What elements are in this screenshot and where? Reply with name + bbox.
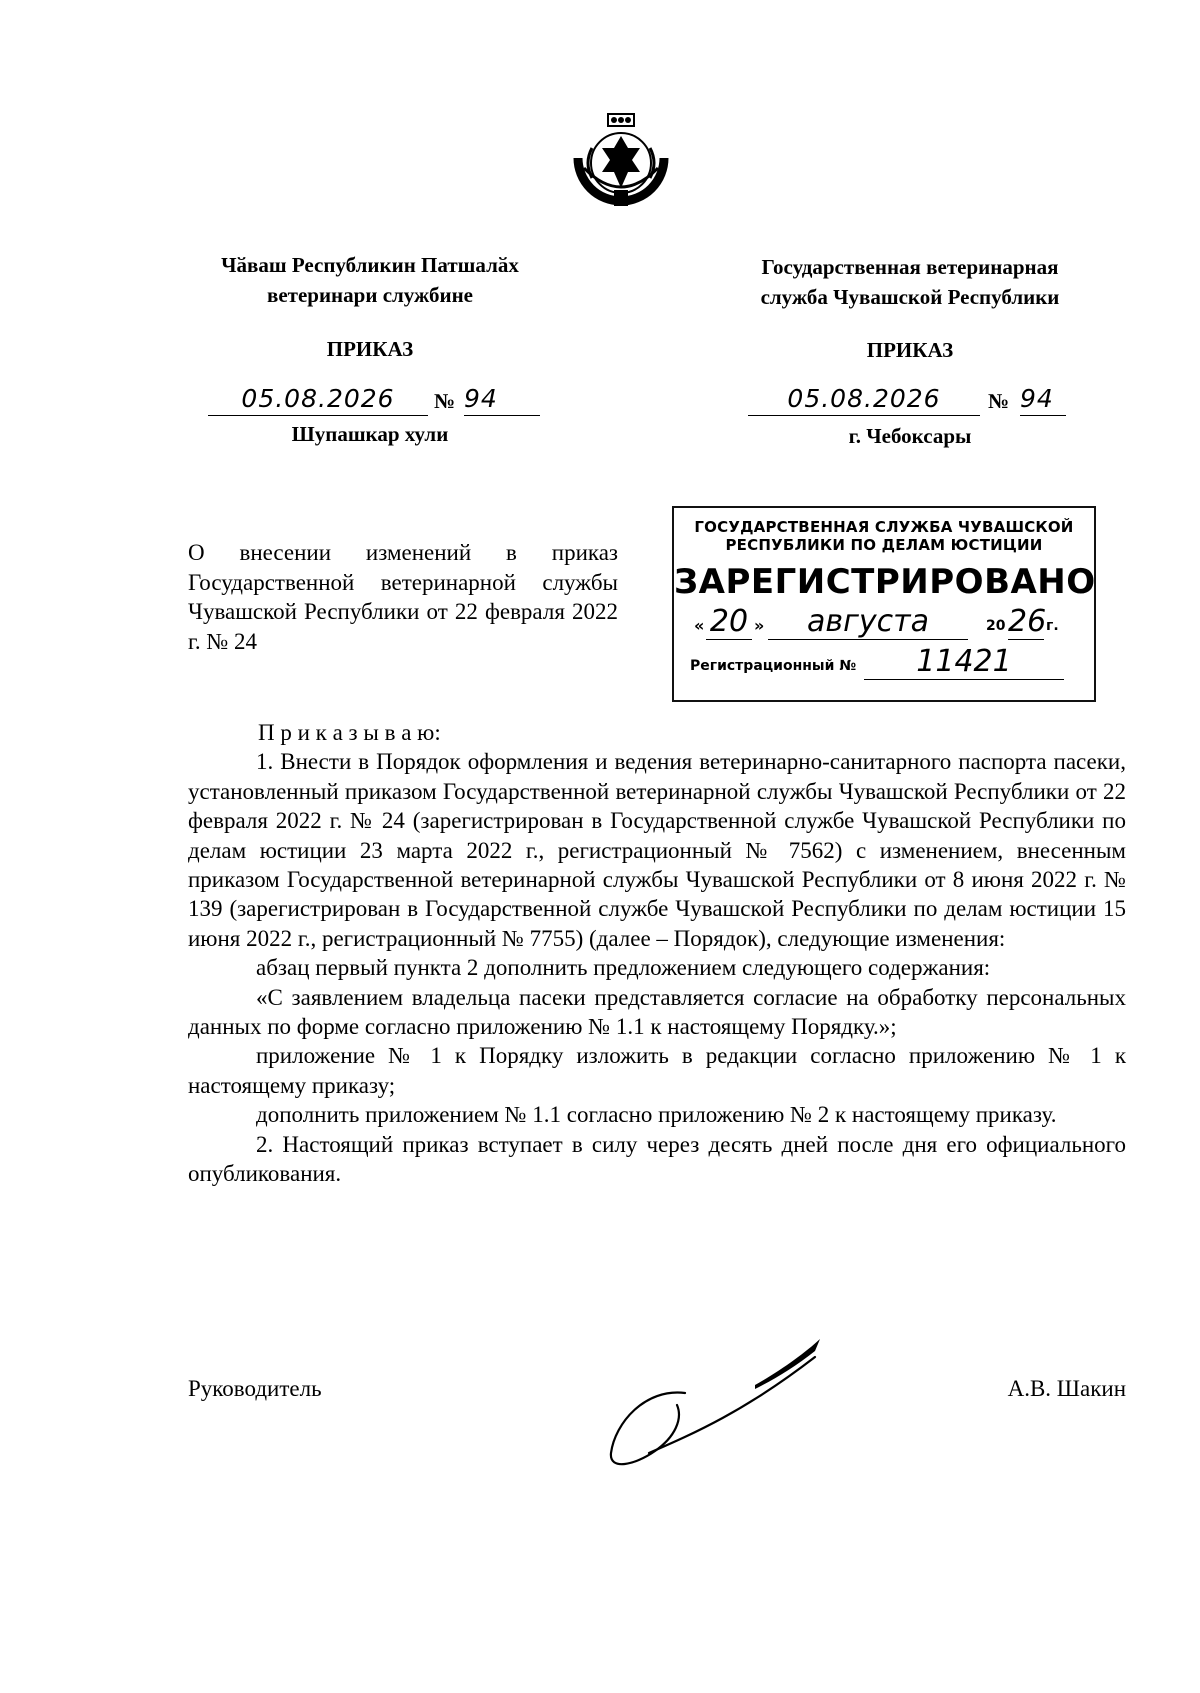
- order-subject: О внесении изменений в приказ Государственной ветеринарной службы Чувашской Республики от 22 февраля 2022 г. № 24: [188, 540, 618, 654]
- stamp-year-suffix: 26: [1008, 604, 1047, 639]
- stamp-month: августа: [768, 604, 968, 640]
- coat-of-arms-emblem: [570, 108, 672, 218]
- left-date: 05.08.2026: [208, 383, 428, 416]
- right-header-line1: Государственная ветеринарная: [761, 255, 1059, 279]
- left-city: Шупашкар хули: [291, 422, 449, 446]
- right-city: г. Чебоксары: [848, 424, 972, 448]
- paragraph-5: дополнить приложением № 1.1 согласно приложению № 2 к настоящему приказу.: [256, 1102, 1057, 1128]
- stamp-quote-open: «: [694, 616, 705, 635]
- left-header-line1: Чӑваш Республикин Патшалӑх: [221, 253, 519, 277]
- paragraph-6: 2. Настоящий приказ вступает в силу через десять дней после дня его официального опубликования.: [188, 1131, 1126, 1187]
- registration-stamp: [672, 506, 1096, 702]
- stamp-date-row: [674, 604, 1094, 642]
- left-header-line2: ветеринари службине: [266, 283, 473, 307]
- paragraph-2: абзац первый пункта 2 дополнить предложением следующего содержания:: [256, 955, 991, 981]
- right-number: 94: [1020, 383, 1066, 416]
- right-order-title: ПРИКАЗ: [866, 338, 954, 362]
- stamp-year-prefix: 20: [986, 618, 1006, 634]
- left-date-line: [208, 383, 540, 419]
- stamp-reg-label: Регистрационный №: [690, 658, 857, 674]
- stamp-line2: РЕСПУБЛИКИ ПО ДЕЛАМ ЮСТИЦИИ: [725, 536, 1043, 554]
- paragraph-4: приложение № 1 к Порядку изложить в редакции согласно приложению № 1 к настоящему приказу;: [188, 1043, 1126, 1098]
- stamp-day: 20: [706, 604, 752, 640]
- right-header-line2: служба Чувашской Республики: [760, 285, 1060, 309]
- stamp-quote-close: »: [754, 616, 765, 635]
- paragraph-3: «С заявлением владельца пасеки представляется согласие на обработку персональных данных по форме согласно приложению № 1.1 к настоящему Порядку.»;: [188, 984, 1126, 1040]
- stamp-reg-row: [674, 642, 1094, 680]
- order-body: [188, 718, 1126, 1189]
- handwritten-signature: [605, 1333, 835, 1473]
- right-header: [720, 252, 1100, 312]
- left-number-label: №: [434, 389, 456, 413]
- stamp-year-end: г.: [1046, 618, 1059, 634]
- left-header: [170, 250, 570, 310]
- paragraph-1: 1. Внести в Порядок оформления и ведения ветеринарно-санитарного паспорта пасеки, установленный приказом Государственной ветеринарной службы Чувашской Республики от 22 февраля 2022 г. № 24 (зарегистрирован в Государственной службе Чувашской Республики по делам юстиции 23 марта 2022 г., регистрационный № 7562) с изменением, внесенным приказом Государственной ветеринарной службы Чувашской Республики от 8 июня 2022 г. № 139 (зарегистрирован в Государственной службе Чувашской Республики по делам юстиции 15 июня 2022 г., регистрационный № 7755) (далее – Порядок), следующие изменения:: [188, 749, 1126, 951]
- stamp-line1: ГОСУДАРСТВЕННАЯ СЛУЖБА ЧУВАШСКОЙ: [694, 518, 1074, 536]
- left-order-title: ПРИКАЗ: [326, 337, 414, 361]
- order-intro: П р и к а з ы в а ю:: [258, 720, 441, 745]
- signer-name: А.В. Шакин: [1007, 1376, 1126, 1401]
- right-date: 05.08.2026: [748, 383, 980, 416]
- left-number: 94: [464, 383, 540, 416]
- right-number-label: №: [988, 389, 1010, 413]
- signer-position: Руководитель: [188, 1376, 322, 1401]
- stamp-reg-number: 11421: [864, 644, 1064, 680]
- right-date-line: [748, 383, 1066, 419]
- stamp-status: ЗАРЕГИСТРИРОВАНО: [674, 562, 1096, 602]
